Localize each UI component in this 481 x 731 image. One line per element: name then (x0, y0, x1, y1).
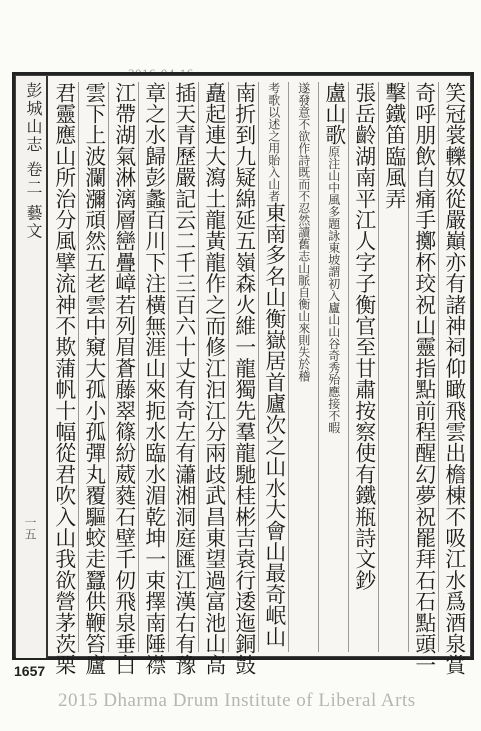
column-rule (318, 82, 319, 652)
annotation-note-c: 歌以述之用 (266, 94, 281, 154)
text-column-4 (353, 82, 374, 652)
column-rule (78, 82, 79, 652)
page-number: 1657 (14, 663, 46, 679)
column-rule (198, 82, 199, 652)
column-rule (288, 82, 289, 652)
column-rule (348, 82, 349, 652)
text-column-6 (293, 82, 314, 652)
book-margin-strip (16, 76, 48, 658)
column-rule (378, 82, 379, 652)
column-rule (138, 82, 139, 652)
text-column-1: 笑冠裳轢奴從嚴巔亦有諸神祠仰瞰飛雲出檐棟不吸江水爲酒泉賞 (441, 82, 466, 676)
column-rule (108, 82, 109, 652)
text-column-3: 擊鐵笛臨風弄 (381, 82, 406, 210)
poem-opening: 東南多名山衡嶽居首廬次之山水大會山最奇岷山 (261, 202, 286, 648)
copyright-watermark: 2015 Dharma Drum Institute of Liberal Arts (58, 690, 416, 711)
text-column-8: 南折到九疑綿延五嶺森火維一龍獨先羣龍馳桂彬吉袁行逶迤銅鼓 (231, 82, 256, 676)
author-line: 張岳齡湖南平江人字子衡官至甘肅按察使有鐵瓶詩文鈔 (351, 82, 376, 591)
text-column-7 (263, 82, 284, 652)
margin-title: 彭城山志 卷二 藝文 (24, 82, 43, 241)
column-rule (438, 82, 439, 652)
text-column-5 (323, 82, 344, 652)
text-body (48, 82, 472, 676)
text-column-9: 矗起連大瀉土龍黃龍作之而修江汩江分兩歧武昌東望過富池山高 (201, 82, 226, 676)
annotation-head: 考 (266, 82, 281, 94)
poem-title: 盧山歌 (321, 82, 346, 146)
annotation-note-b: 遂發意不欲作詩既而不忍然讀舊志山脈自衡山來則失於稽 (296, 82, 311, 382)
text-column-13: 雲下上波瀾瀰頑然五老雲中窺大孤小孤彈丸覆驅蛟走蠶供鞭笞廬 (81, 82, 106, 676)
text-column-11: 章之水歸彭蠡百川下注橫無涯山來扼水臨水湄乾坤一束擇南陲襟 (141, 82, 166, 676)
text-column-14: 君靈應山所治分風擘流神不欺蒲帆十幅從君吹入山我欲營茅茨栗 (51, 82, 76, 676)
column-rule (258, 82, 259, 652)
column-rule (408, 82, 409, 652)
annotation-note-a: 原注山中風多題詠東坡謂初入廬山山谷奇秀殆應接不暇 (326, 145, 341, 434)
column-rule (168, 82, 169, 652)
margin-leaf-mark: 一五 (23, 516, 37, 540)
column-rule (228, 82, 229, 652)
annotation-tail: 貽入山者 (266, 154, 281, 202)
text-column-12: 江帶湖氣淋漓層巒疊嶂若列眉蒼藤翠篠紛葳蕤石壁千仞飛泉垂白 (111, 82, 136, 676)
text-column-2: 奇呼朋飲自痛手擲杯珓祝山靈指點前程醒幻夢祝罷拜石石點頭一 (411, 82, 436, 676)
text-column-10: 插天青歷嚴記云二千三百六十丈有奇左有瀟湘洞庭匯江漢右有豫 (171, 82, 196, 676)
